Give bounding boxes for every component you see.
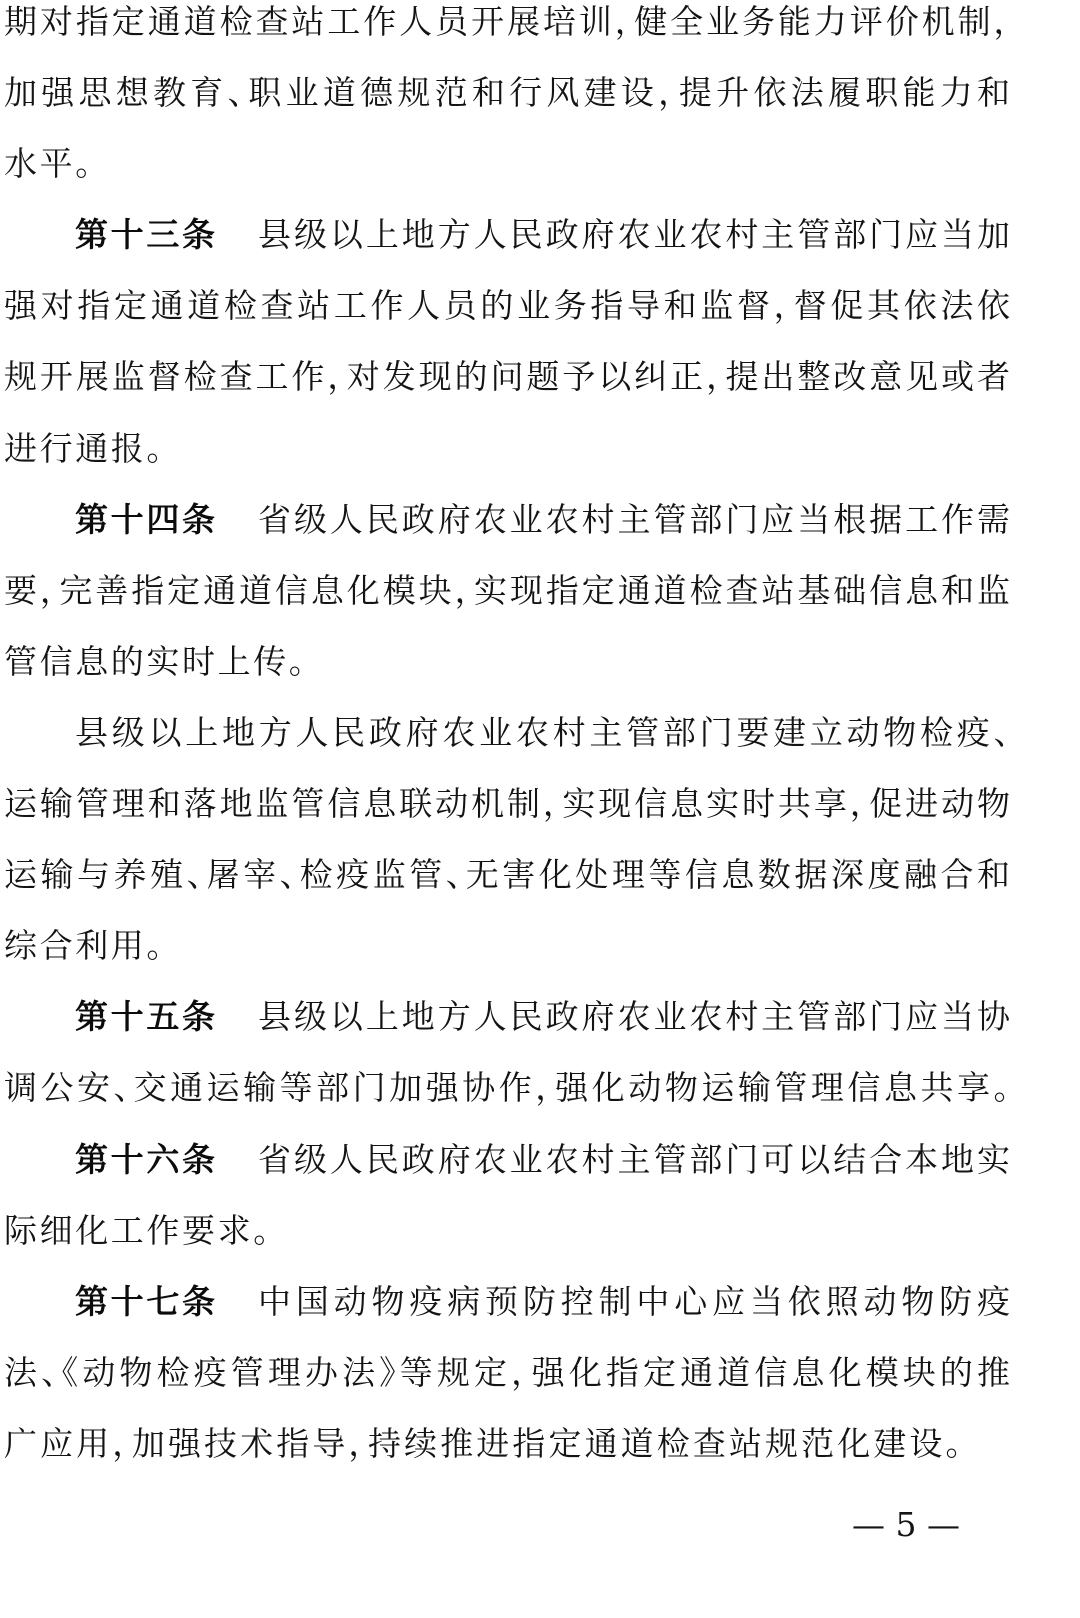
text-line: 期对指定通道检查站工作人员开展培训，健全业务能力评价机制，: [4, 2, 1010, 41]
article-heading: 第十四条: [75, 499, 215, 539]
article-first-line: [4, 500, 1010, 540]
text-line: 要，完善指定通道信息化模块，实现指定通道检查站基础信息和监: [4, 570, 1010, 610]
article-first-line: [4, 1140, 1010, 1180]
text-line: 法、《动物检疫管理办法》等规定，强化指定通道信息化模块的推: [4, 1352, 1010, 1392]
text-line: 管信息的实时上传。: [4, 641, 308, 681]
article-13: [4, 215, 1010, 468]
page-number: — 5 —: [852, 1505, 960, 1544]
paragraph-continued: [4, 2, 1010, 184]
text-line: 规开展监督检查工作，对发现的问题予以纠正，提出整改意见或者: [4, 357, 1010, 397]
article-heading: 第十六条: [75, 1139, 215, 1179]
article-first-line: [4, 1282, 1010, 1322]
text-line: 际细化工作要求。: [4, 1210, 273, 1250]
article-heading: 第十五条: [75, 997, 215, 1037]
text-line: 广应用，加强技术指导，持续推进指定通道检查站规范化建设。: [4, 1423, 962, 1463]
text-line: 调公安、交通运输等部门加强协作，强化动物运输管理信息共享。: [4, 1068, 1010, 1108]
text-line: 综合利用。: [4, 926, 166, 966]
text-line: 强对指定通道检查站工作人员的业务指导和监督，督促其依法依: [4, 286, 1010, 326]
text-line: 加强思想教育、职业道德规范和行风建设，提升依法履职能力和: [4, 73, 1010, 113]
text-line: 省级人民政府农业农村主管部门可以结合本地实: [258, 1139, 1010, 1179]
text-line: 县级以上地方人民政府农业农村主管部门要建立动物检疫、: [75, 712, 1010, 752]
text-line: 县级以上地方人民政府农业农村主管部门应当加: [258, 215, 1010, 255]
article-first-line: [4, 997, 1010, 1037]
article-14-paragraph-2: [4, 713, 1010, 966]
article-15: [4, 997, 1010, 1108]
text-line: 县级以上地方人民政府农业农村主管部门应当协: [258, 997, 1010, 1037]
article-heading: 第十七条: [75, 1281, 215, 1321]
article-16: [4, 1140, 1010, 1251]
text-line: 省级人民政府农业农村主管部门应当根据工作需: [258, 499, 1010, 539]
text-line: 中国动物疫病预防控制中心应当依照动物防疫: [258, 1281, 1010, 1321]
document-body: [4, 2, 1010, 1495]
text-line: 进行通报。: [4, 428, 166, 468]
text-line: 运输与养殖、屠宰、检疫监管、无害化处理等信息数据深度融合和: [4, 855, 1010, 895]
text-line: 水平。: [4, 144, 95, 184]
article-17: [4, 1282, 1010, 1464]
article-first-line: [4, 215, 1010, 255]
text-line: 运输管理和落地监管信息联动机制，实现信息实时共享，促进动物: [4, 784, 1010, 824]
article-heading: 第十三条: [75, 215, 215, 255]
article-14: [4, 500, 1010, 682]
